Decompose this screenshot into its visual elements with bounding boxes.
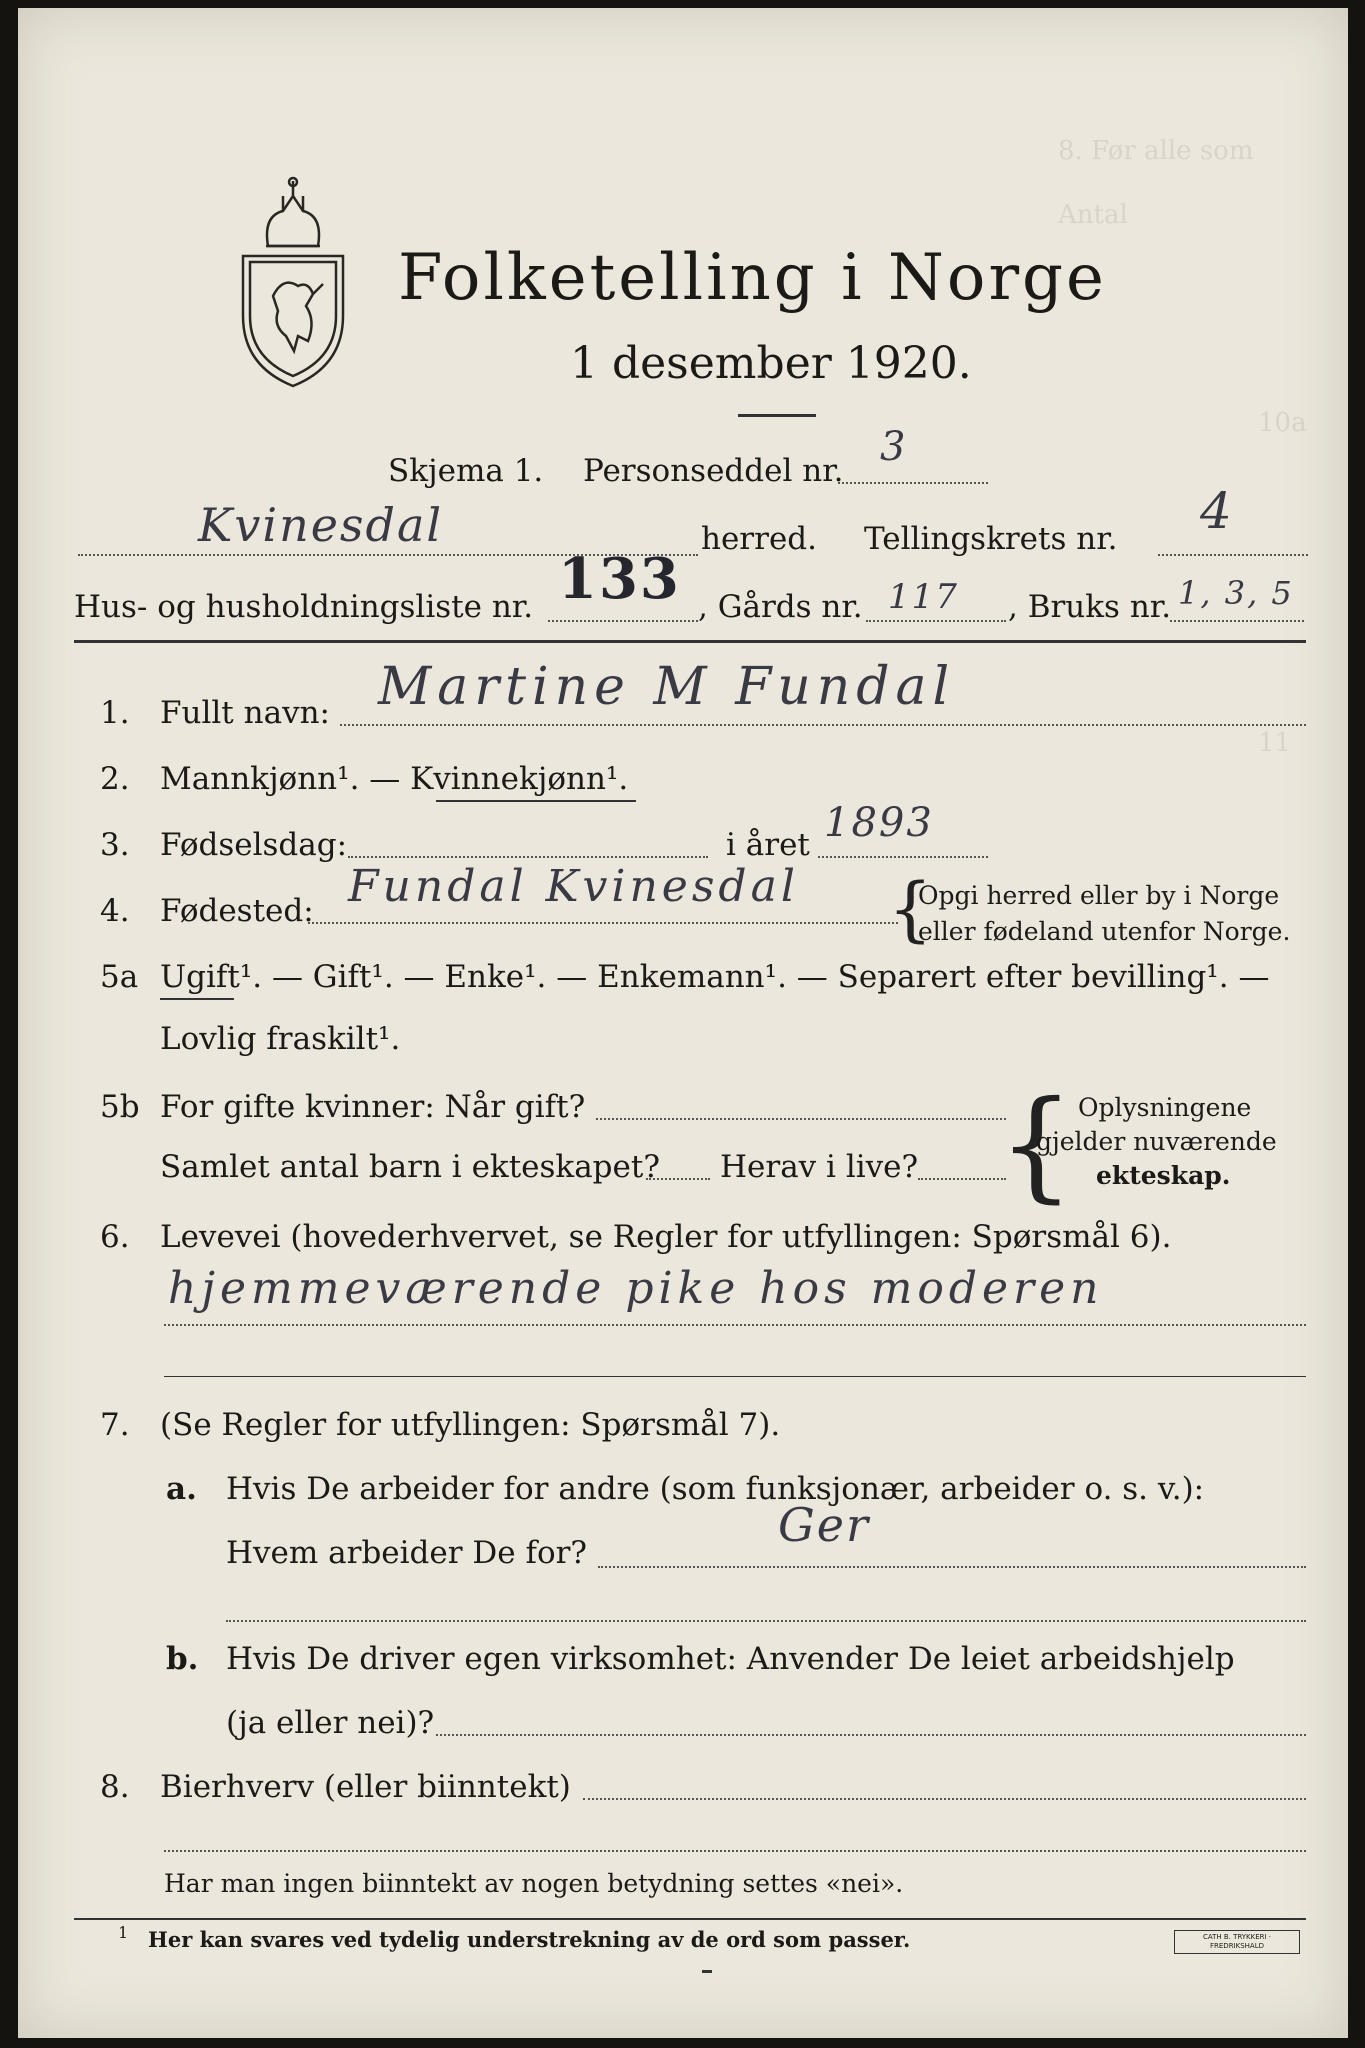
tellingskrets-value[interactable]: 4 (1200, 482, 1234, 540)
norway-coat-of-arms-icon (228, 176, 358, 391)
q5b-line2: Samlet antal barn i ekteskapet? (160, 1149, 660, 1185)
skjema-label: Skjema 1. (388, 453, 544, 489)
hus-line (548, 620, 698, 622)
hus-label: Hus- og husholdningsliste nr. (74, 589, 534, 625)
personseddel-value[interactable]: 3 (880, 424, 908, 470)
q6-number: 6. (100, 1219, 130, 1255)
hus-value[interactable]: 133 (558, 546, 681, 612)
q5b-alive-label: Herav i live? (720, 1149, 919, 1185)
printer-stamp: CATH B. TRYKKERI · FREDRIKSHALD (1174, 1930, 1300, 1954)
q5a-line1: Ugift¹. — Gift¹. — Enke¹. — Enkemann¹. — Separert efter bevilling¹. — (160, 959, 1270, 995)
q8-label: Bierhverv (eller biinntekt) (160, 1769, 571, 1805)
gards-value[interactable]: 117 (888, 577, 959, 617)
q3-year-label: i året (726, 827, 810, 863)
q3-line (348, 856, 708, 858)
q5a-line2: Lovlig fraskilt¹. (160, 1021, 401, 1057)
gards-label: , Gårds nr. (698, 589, 863, 625)
q2-underline-kvinnekjonn (436, 800, 636, 802)
q7b-line1: Hvis De driver egen virksomhet: Anvender De leiet arbeidshjelp (226, 1641, 1235, 1677)
q5b-note1: Oplysningene (1078, 1093, 1252, 1122)
q5b-alive-line (918, 1178, 1006, 1180)
header-divider (74, 640, 1306, 643)
q6-line1 (164, 1324, 1306, 1326)
q5b-when-line (596, 1118, 1006, 1120)
q7a-line2: Hvem arbeider De for? (226, 1535, 588, 1571)
q2-label: Mannkjønn¹. — Kvinnekjønn¹. (160, 761, 629, 797)
q5b-brace: { (998, 1076, 1075, 1215)
tellingskrets-line (1158, 554, 1308, 556)
form-date: 1 desember 1920. (570, 338, 972, 389)
q1-line (340, 724, 1306, 726)
q7-number: 7. (100, 1407, 130, 1443)
bleed-through-text: Antal (1058, 200, 1128, 230)
footnote-text: Her kan svares ved tydelig understrekning av de ord som passer. (148, 1927, 911, 1952)
q5b-note2: gjelder nuværende (1036, 1127, 1277, 1156)
bleed-through-text: 8. Før alle som (1058, 136, 1254, 166)
footer-note: Har man ingen biinntekt av nogen betydning settes «nei». (164, 1869, 904, 1898)
tellingskrets-label: Tellingskrets nr. (864, 521, 1118, 557)
q5b-children-line (646, 1178, 710, 1180)
q2-number: 2. (100, 761, 130, 797)
bleed-through-text: 11 (1258, 728, 1292, 758)
q7a-line1: Hvis De arbeider for andre (som funksjonær, arbeider o. s. v.): (226, 1471, 1205, 1507)
q7a-value[interactable]: Ger (778, 1498, 870, 1552)
q5b-number: 5b (100, 1089, 140, 1125)
q4-label: Fødested: (160, 893, 314, 929)
q3-year-line (818, 856, 988, 858)
title-underline (738, 414, 816, 417)
bruks-label: , Bruks nr. (1008, 589, 1172, 625)
gards-line (866, 620, 1006, 622)
personseddel-label: Personseddel nr. (583, 453, 844, 489)
ink-speck (702, 1970, 712, 1973)
q6-value[interactable]: hjemmeværende pike hos moderen (168, 1263, 1104, 1314)
q1-label: Fullt navn: (160, 695, 330, 731)
herred-value[interactable]: Kvinesdal (198, 498, 444, 552)
q7-label: (Se Regler for utfyllingen: Spørsmål 7). (160, 1407, 781, 1443)
census-form-sheet (18, 8, 1348, 2038)
q1-value[interactable]: Martine M Fundal (378, 657, 956, 717)
q5b-note3: ekteskap. (1096, 1161, 1231, 1190)
q4-note-line2: eller fødeland utenfor Norge. (918, 917, 1291, 946)
q6-line2 (164, 1376, 1306, 1377)
form-title: Folketelling i Norge (398, 241, 1107, 315)
q6-label: Levevei (hovederhvervet, se Regler for utfyllingen: Spørsmål 6). (160, 1219, 1172, 1255)
q7a-line2 (226, 1620, 1306, 1622)
q5b-line1: For gifte kvinner: Når gift? (160, 1089, 586, 1125)
q7a-line (598, 1566, 1306, 1568)
q8-line (583, 1798, 1306, 1800)
q8-line2 (164, 1850, 1306, 1852)
q7a-letter: a. (166, 1471, 197, 1507)
bruks-value[interactable]: 1, 3, 5 (1178, 574, 1294, 612)
q3-label: Fødselsdag: (160, 827, 348, 863)
q8-number: 8. (100, 1769, 130, 1805)
q1-number: 1. (100, 695, 130, 731)
herred-label: herred. (701, 521, 817, 557)
footnote-mark: 1 (118, 1923, 129, 1942)
q7b-line (436, 1734, 1306, 1736)
q5a-underline-ugift (160, 998, 234, 1000)
q5a-number: 5a (100, 959, 139, 995)
q3-year-value[interactable]: 1893 (824, 800, 934, 846)
q7b-letter: b. (166, 1641, 199, 1677)
bruks-line (1170, 620, 1304, 622)
q4-number: 4. (100, 893, 130, 929)
footer-divider (74, 1918, 1306, 1920)
q4-brace: { (888, 868, 933, 950)
q4-line (308, 922, 898, 924)
bleed-through-text: 10a (1258, 408, 1307, 438)
q4-note-line1: Opgi herred eller by i Norge (918, 881, 1280, 910)
q4-value[interactable]: Fundal Kvinesdal (348, 861, 799, 912)
q3-number: 3. (100, 827, 130, 863)
q7b-line2: (ja eller nei)? (226, 1705, 435, 1741)
personseddel-line (838, 482, 988, 484)
